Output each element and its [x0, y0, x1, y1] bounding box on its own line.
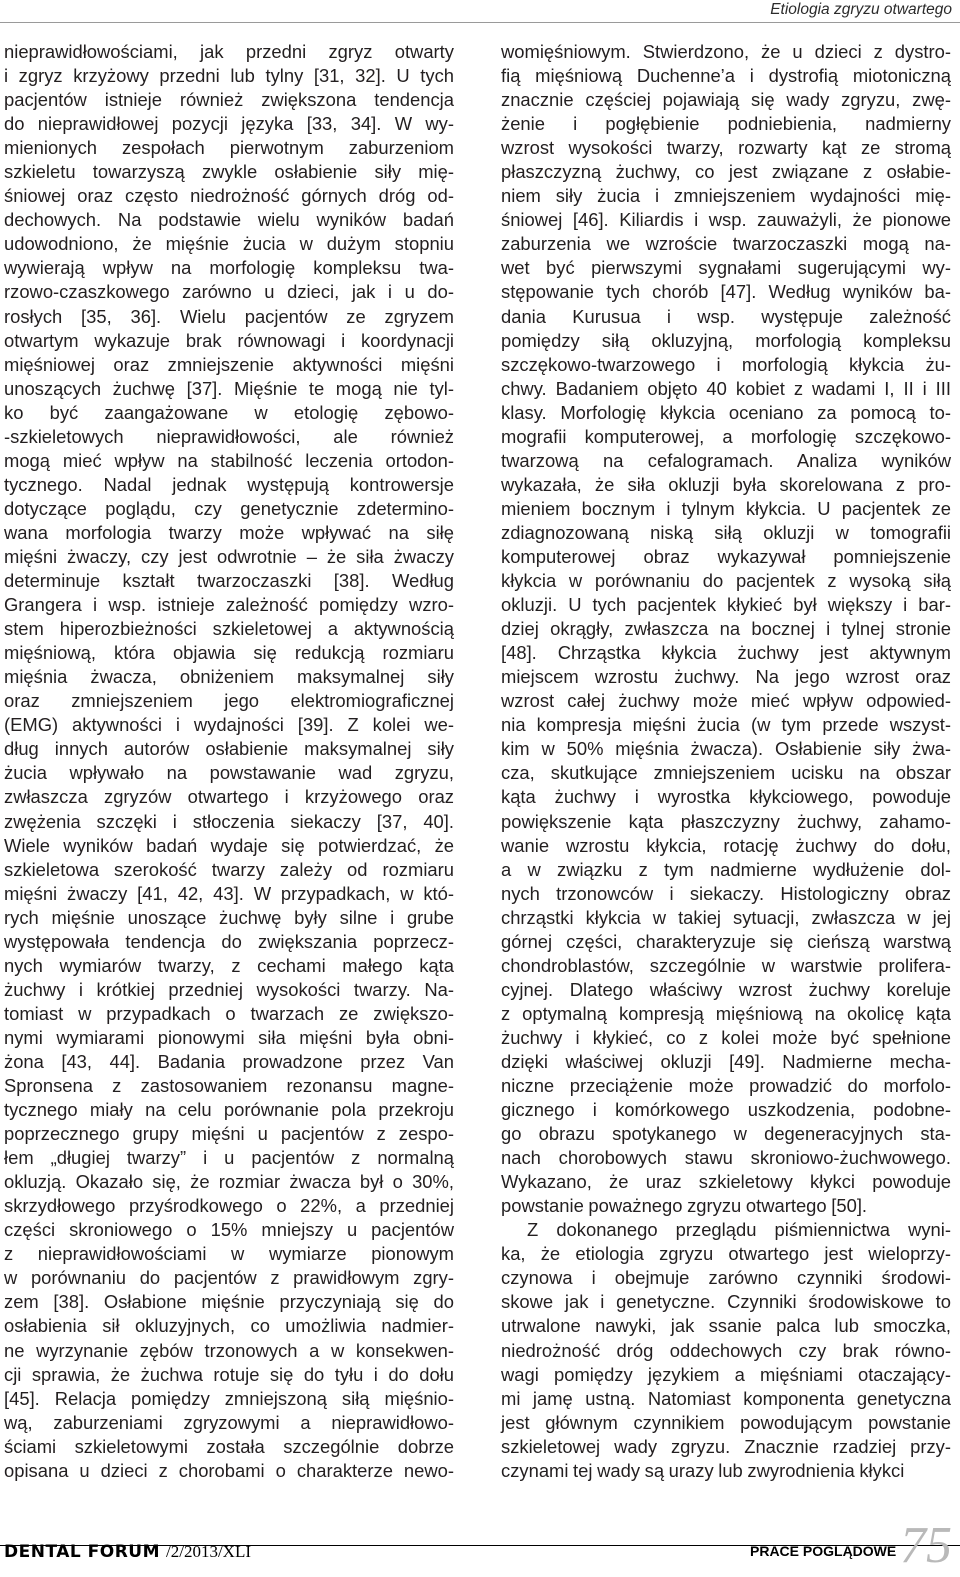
text-line: szkieletu towarzyszą zwykle osłabienie siły mię-: [4, 161, 454, 183]
text-line: poprzecznego grupy mięśni u pacjentów z zespo-: [4, 1123, 454, 1145]
text-line: dzięki właściwej okluzji [49]. Nadmierne mecha-: [501, 1050, 951, 1072]
text-line: mi jamę ustną. Natomiast komponenta genetyczna: [501, 1387, 951, 1409]
text-line: ko być zaangażowane w etologię zębowo-: [4, 401, 454, 423]
text-line: mięśniowej oraz zmniejszenie aktywności mięśni: [4, 353, 454, 375]
text-line: tycznego. Nadal jednak występują kontrowersje: [4, 473, 454, 495]
text-line: tomiast w przypadkach o twarzach ze zwiększo-: [4, 1002, 454, 1024]
text-line: żenie i pogłębienie podniebienia, nadmierny: [501, 113, 951, 135]
text-line: do nieprawidłowej pozycji języka [33, 34]. W wy-: [4, 113, 454, 135]
text-line: mografii komputerowej, a morfologię szczękowo-: [501, 425, 951, 447]
text-line: opisana u dzieci z chorobami o charakterze newo-: [4, 1459, 454, 1481]
text-line: z nieprawidłowościami w wymiarze pionowym: [4, 1243, 454, 1265]
text-line: chrząstki kłykcia w takiej sytuacji, zwłaszcza w jej: [501, 906, 951, 928]
text-line: mienionych zespołach pierwotnym zaburzeniom: [4, 137, 454, 159]
text-line: żuchwy i kłykieć, co z kolei może być spełnione: [501, 1026, 951, 1048]
text-line: kąta żuchwy i wyrostka kłykciowego, powoduje: [501, 786, 951, 808]
text-line: Spronsena z zastosowaniem rezonansu magne-: [4, 1075, 454, 1097]
text-line: zdiagnozowaną niską siłą okluzji w tomografii: [501, 521, 951, 543]
text-line: ne wyrzynanie zębów trzonowych a w konsekwen-: [4, 1339, 454, 1361]
left-text-column: [4, 40, 454, 1483]
text-line: rzowo-czaszkowego zarówno u dzieci, jak i u do-: [4, 281, 454, 303]
text-line: stem hiperozbieżności szkieletowej a aktywnością: [4, 618, 454, 640]
text-line: szkieletowa szerokość twarzy zależy od rozmiaru: [4, 858, 454, 880]
text-line: pomiędzy siłą okluzyjną, morfologią kompleksu: [501, 329, 951, 351]
text-line: niedrożność dróg oddechowych czy brak równo-: [501, 1339, 951, 1361]
issue-number: /2/2013/XLI: [166, 1542, 252, 1561]
text-line: nia kompresja mięśni żucia (w tym przede wszyst-: [501, 714, 951, 736]
text-line: okluzją. Okazało się, że rozmiar żwacza był o 30%,: [4, 1171, 454, 1193]
text-line: pacjentów istnieje również zwiększona tendencja: [4, 89, 454, 111]
text-line: wzrost całej żuchwy może mieć wpływ odpowied-: [501, 690, 951, 712]
text-line: rosłych [35, 36]. Wielu pacjentów ze zgryzem: [4, 305, 454, 327]
text-line: dechowych. Na podstawie wielu wyników badań: [4, 209, 454, 231]
text-line: w porównaniu do pacjentów z prawidłowym zgry-: [4, 1267, 454, 1289]
text-line: żuchwy i krótkiej przedniej wysokości twarzy. Na-: [4, 978, 454, 1000]
text-line: części skroniowego o 15% mniejszy u pacjentów: [4, 1219, 454, 1241]
text-line: skowe jak i genetyczne. Czynniki środowiskowe to: [501, 1291, 951, 1313]
text-line: kłykcia w porównaniu do pacjentek z wysoką siłą: [501, 570, 951, 592]
text-line: stępowanie tych chorób [47]. Według wyników ba-: [501, 281, 951, 303]
text-line: płaszczyzną żuchwy, co jest związane z osłabie-: [501, 161, 951, 183]
text-line: niem siły żucia i zmniejszeniem wydajności mię-: [501, 185, 951, 207]
text-line: wagi pomiędzy językiem a mięśniami otaczający-: [501, 1363, 951, 1385]
text-line: zem [38]. Osłabione mięśnie przyczyniają się do: [4, 1291, 454, 1313]
text-line: śniowej [46]. Kiliardis i wsp. zauważyli, że pionowe: [501, 209, 951, 231]
text-line: nych trzonowców i siekaczy. Histologiczny obraz: [501, 882, 951, 904]
text-line: zaburzenia we wzroście twarzoczaszki mogą na-: [501, 233, 951, 255]
text-line: powiększenie kąta płaszczyzny żuchwy, zahamo-: [501, 810, 951, 832]
text-line: go obrazu spotykanego w degeneracyjnych sta-: [501, 1123, 951, 1145]
text-line: womięśniowym. Stwierdzono, że u dzieci z dystro-: [501, 41, 951, 62]
text-line: Grangera i wsp. istnieje zależność pomiędzy wzro-: [4, 594, 454, 616]
text-line: żucia wpływało na powstawanie wad zgryzu,: [4, 762, 454, 784]
text-line: dług innych autorów osłabienie maksymalnej siły: [4, 738, 454, 760]
text-line: cji sprawia, że żuchwa rotuje się do tyłu i do dołu: [4, 1363, 454, 1385]
text-line: niczne przeciążenie może prowadzić do morfolo-: [501, 1075, 951, 1097]
text-line: jest głównym czynnikiem powodującym powstanie: [501, 1411, 951, 1433]
text-line: wą, zaburzeniami zgryzowymi a nieprawidłowo-: [4, 1411, 454, 1433]
text-line: udowodniono, że mięśnie żucia w dużym stopniu: [4, 233, 454, 255]
text-line: cyjnej. Dlatego właściwy wzrost żuchwy koreluje: [501, 978, 951, 1000]
text-line: z optymalną kompresją mięśniową na okolicę kąta: [501, 1002, 951, 1024]
text-line: ściami szkieletowymi została szczególnie dobrze: [4, 1435, 454, 1457]
text-line: nymi wymiarami pionowymi siła mięśni była obni-: [4, 1026, 454, 1048]
text-line: tycznego miały na celu porównanie pola przekroju: [4, 1099, 454, 1121]
text-line: górnej części, charakteryzuje się cieńszą warstwą: [501, 930, 951, 952]
text-line: utrwalone nawyki, jak ssanie palca lub smoczka,: [501, 1315, 951, 1337]
text-line: determinuje kształt twarzoczaszki [38]. Według: [4, 570, 454, 592]
text-line: i zgryz krzyżowy przedni lub tylny [31, 32]. U tych: [4, 65, 454, 87]
journal-footer: [4, 1542, 251, 1572]
text-line: [48]. Chrząstka kłykcia żuchwy jest aktywnym: [501, 642, 951, 664]
page-number: 75: [900, 1517, 952, 1574]
text-line: gicznego i komórkowego uszkodzenia, podobne-: [501, 1099, 951, 1121]
text-line: chondroblastów, szczególnie w warstwie prolifera-: [501, 954, 951, 976]
section-label: PRACE POGLĄDOWE: [750, 1543, 897, 1559]
text-line: występowała tendencja do zwiększania poprzecz-: [4, 930, 454, 952]
text-line: otwartym wykazuje brak równowagi i koordynacji: [4, 329, 454, 351]
text-line: fią mięśniową Duchenne’a i dystrofią miotoniczną: [501, 65, 951, 87]
text-line: okluzji. U tych pacjentek kłykieć był większy i bar-: [501, 594, 951, 616]
text-line: ka, że etiologia zgryzu otwartego jest wieloprzy-: [501, 1243, 951, 1265]
text-line: wywierają wpływ na morfologię kompleksu twa-: [4, 257, 454, 279]
text-line: unoszących żuchwę [37]. Mięśnie te mogą nie tyl-: [4, 377, 454, 399]
text-line: nieprawidłowościami, jak przedni zgryz otwarty: [4, 41, 454, 62]
right-text-column: [501, 40, 951, 1483]
text-line: żona [43, 44]. Badania prowadzone przez Van: [4, 1050, 454, 1072]
text-line: zwłaszcza zgryzów otwartego i krzyżowego oraz: [4, 786, 454, 808]
text-line: oraz zmniejszeniem jego elektromiograficznej: [4, 690, 454, 712]
text-line: mogą mieć wpływ na stabilność leczenia ortodon-: [4, 449, 454, 471]
text-line: powstanie poważnego zgryzu otwartego [50].: [501, 1195, 868, 1217]
text-line: -szkieletowych nieprawidłowości, ale również: [4, 425, 454, 447]
journal-name: DENTAL FORUM: [4, 1542, 161, 1562]
text-line: a w związku z tym nadmierne wydłużenie dol-: [501, 858, 951, 880]
text-line: śniowej oraz często niedrożność górnych dróg od-: [4, 185, 454, 207]
text-line: klasy. Morfologię kłykcia oceniano za pomocą to-: [501, 401, 951, 423]
text-line: wet być pierwszymi sygnałami sugerującymi wy-: [501, 257, 951, 279]
text-line: wanie wzrostu kłykcia, rotację żuchwy do dołu,: [501, 834, 951, 856]
text-line: dotyczące poglądu, czy genetycznie zdetermino-: [4, 497, 454, 519]
running-title: Etiologia zgryzu otwartego: [770, 1, 952, 18]
text-line: mięśnia żwacza, obniżeniem maksymalnej siły: [4, 666, 454, 688]
text-line: wzrost wysokości twarzy, rozwarty kąt ze stromą: [501, 137, 951, 159]
text-line: kim w 50% mięśnia żwacza). Osłabienie siły żwa-: [501, 738, 951, 760]
text-line: nych wymiarów twarzy, z cechami małego kąta: [4, 954, 454, 976]
text-line: (EMG) aktywności i wydajności [39]. Z kolei we-: [4, 714, 454, 736]
text-line: dania Kurusua i wsp. występuje zależność: [501, 305, 951, 327]
text-line: Wiele wyników badań wydaje się potwierdzać, że: [4, 834, 454, 856]
text-line: cza, skutkujące zmniejszeniem ucisku na obszar: [501, 762, 951, 784]
text-line: skrzydłowego przyśrodkowego o 22%, a przedniej: [4, 1195, 454, 1217]
text-line: mieniem bocznym i tylnym kłykcia. U pacjentek ze: [501, 497, 951, 519]
text-line: czynami tej wady są urazy lub zwyrodnienia kłykci: [501, 1459, 905, 1481]
text-line: osłabienia sił okluzyjnych, co umożliwia nadmier-: [4, 1315, 454, 1337]
text-line: wana morfologia twarzy może wpływać na siłę: [4, 521, 454, 543]
text-line: łem „długiej twarzy” i u pacjentów z normalną: [4, 1147, 454, 1169]
text-line: mięśniową, która objawia się redukcją rozmiaru: [4, 642, 454, 664]
text-line: rych mięśnie unoszące żuchwę były silne i grube: [4, 906, 454, 928]
text-line: szkieletowej wady zgryzu. Znacznie rzadziej przy-: [501, 1435, 951, 1457]
text-line: chwy. Badaniem objęto 40 kobiet z wadami I, II i III: [501, 377, 951, 399]
text-line: mięśni żwaczy, czy jest odwrotnie – że siła żwaczy: [4, 545, 454, 567]
text-line: [45]. Relacja pomiędzy zmniejszoną siłą mięśnio-: [4, 1387, 454, 1409]
text-line: dziej okrągły, zwłaszcza na bocznej i tylnej stronie: [501, 618, 951, 640]
text-line: nach chorobowych stawu skroniowo-żuchwowego.: [501, 1147, 951, 1169]
running-header: [0, 0, 960, 23]
text-line: zwężenia szczęki i stłoczenia siekaczy [37, 40].: [4, 810, 454, 832]
text-line: znacznie częściej pojawiają się wady zgryzu, zwę-: [501, 89, 951, 111]
text-line: szczękowo-twarzowego i morfologią kłykcia żu-: [501, 353, 951, 375]
text-line: komputerowej obraz wykazywał pomniejszenie: [501, 545, 951, 567]
text-line: Z dokonanego przeglądu piśmiennictwa wyni-: [527, 1219, 951, 1241]
text-line: mięśni żwaczy [41, 42, 43]. W przypadkach, w któ-: [4, 882, 454, 904]
text-line: twarzową na cefalogramach. Analiza wyników: [501, 449, 951, 471]
text-line: miejscem wzrostu żuchwy. Na jego wzrost oraz: [501, 666, 951, 688]
text-line: Wykazano, że uraz szkieletowy kłykci powoduje: [501, 1171, 951, 1193]
text-line: czynowa i obejmuje zarówno czynniki środowi-: [501, 1267, 951, 1289]
text-line: wykazała, że siła okluzji była skorelowana z pro-: [501, 473, 951, 495]
